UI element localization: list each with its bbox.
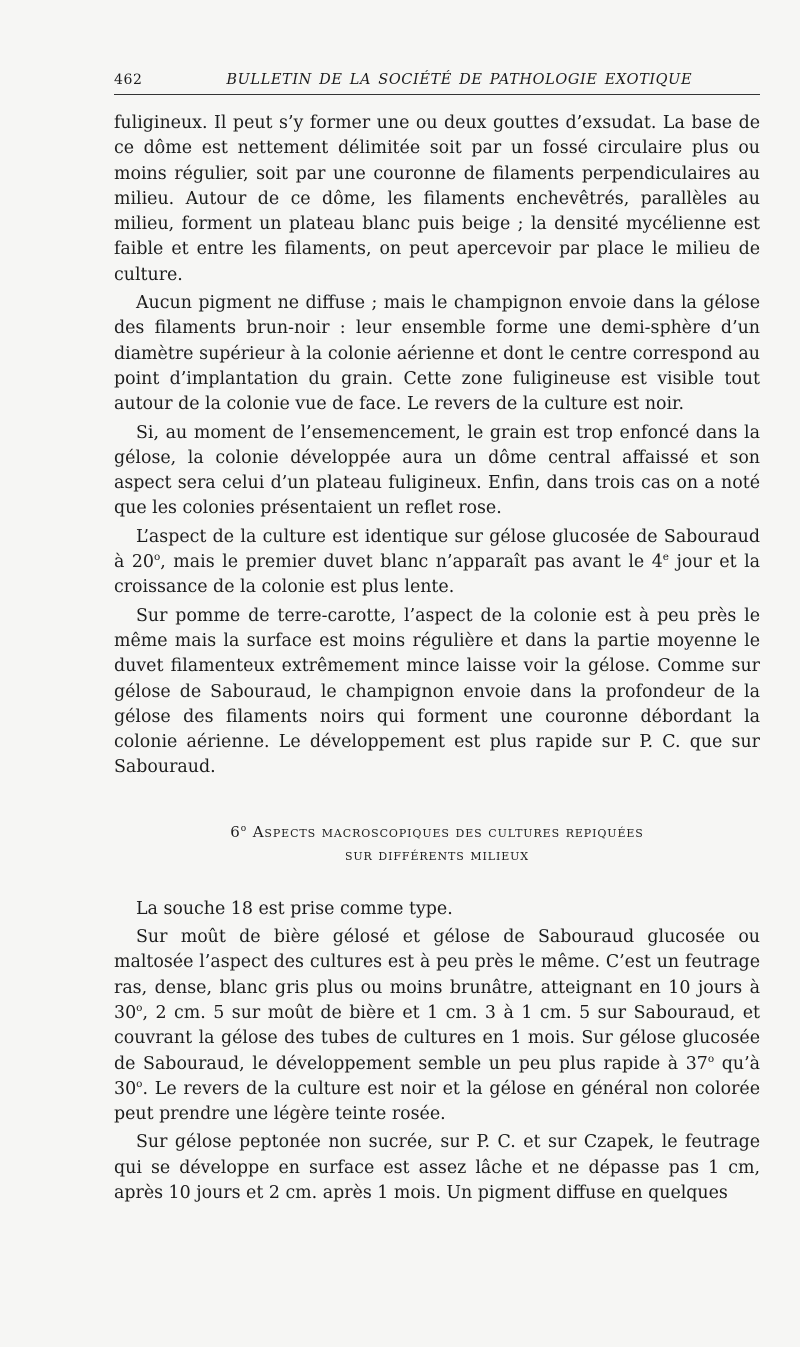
paragraph-pigment: Aucun pigment ne diffuse ; mais le champignon envoie dans la gélose des filaments brun-noir : leur ensemble forme une demi-sphère d’un diamètre supérieur à la colonie aérienne et dont le centre correspond au point d’implantation du grain. Cette zone fuligineuse est visible tout autour de la colonie vue de face. Le revers de la culture est noir. [114, 293, 760, 415]
page-number: 462 [114, 72, 143, 88]
journal-page [114, 72, 760, 1206]
paragraph-potato-carrot: Sur pomme de terre-carotte, l’aspect de la colonie est à peu près le même mais la surface est moins régulière et dans la partie moyenne le duvet filamenteux extrêmement mince laisse voir la gélose. Comme sur gélose de Sabouraud, le champignon envoie dans la profondeur de la gélose des filaments noirs qui forment une couronne débordant la colonie aérienne. Le développement est plus rapide sur P. C. que sur Sabouraud. [114, 605, 760, 778]
paragraph-glucose-agar: L’aspect de la culture est identique sur gélose glucosée de Sabouraud à 20$^o$, mais le premier duvet blanc n’apparaît pas avant le 4e jour et la croissance de la colonie est plus lente. [114, 526, 760, 598]
paragraph-seeding: Si, au moment de l’ensemencement, le grain est trop enfoncé dans la gélose, la colonie développée aura un dôme central affaissé et son aspect sera celui d’un plateau fuligineux. Enfin, dans trois cas on a noté que les colonies présentaient un reflet rose. [114, 422, 760, 519]
journal-title: BULLETIN DE LA SOCIÉTÉ DE PATHOLOGIE EXOTIQUE [226, 72, 693, 88]
paragraph-strain-type: La souche 18 est prise comme type. [136, 898, 453, 919]
section-heading-line-2: sur différents milieux [344, 845, 530, 864]
paragraph-beer-wort: Sur moût de bière gélosé et gélose de Sabouraud glucosée ou maltosée l’aspect des cultures est à peu près le même. C’est un feutrage ras, dense, blanc gris plus ou moins brunâtre, atteignant en 10 jours à 30$^o$, 2 cm. 5 sur moût de bière et 1 cm. 3 à 1 cm. 5 sur Sabouraud, et couvrant la gélose des tubes de cultures en 1 mois. Sur gélose glucosée de Sabouraud, le développement semble un peu plus rapide à 37$^o$ qu’à 30$^o$. Le revers de la culture est noir et la gélose en général non colorée peut prendre une légère teinte rosée. [114, 927, 760, 1125]
running-header [114, 72, 760, 95]
section-heading [114, 821, 760, 867]
section-heading-line-1: 6$^o$ Aspects macroscopiques des cultures repiquées [230, 822, 644, 841]
paragraph-dome-description: fuligineux. Il peut s’y former une ou deux gouttes d’exsudat. La base de ce dôme est nettement délimitée soit par un fossé circulaire plus ou moins régulier, soit par une couronne de filaments perpendiculaires au milieu. Autour de ce dôme, les filaments enchevêtrés, parallèles au milieu, forment un plateau blanc puis beige ; la densité mycélienne est faible et entre les filaments, on peut apercevoir par place le milieu de culture. [114, 113, 760, 285]
article-body [114, 111, 760, 1206]
paragraph-peptone-agar: Sur gélose peptonée non sucrée, sur P. C. et sur Czapek, le feutrage qui se développe en surface est assez lâche et ne dépasse pas 1 cm, après 10 jours et 2 cm. après 1 mois. Un pigment diffuse en quelques [114, 1132, 760, 1203]
